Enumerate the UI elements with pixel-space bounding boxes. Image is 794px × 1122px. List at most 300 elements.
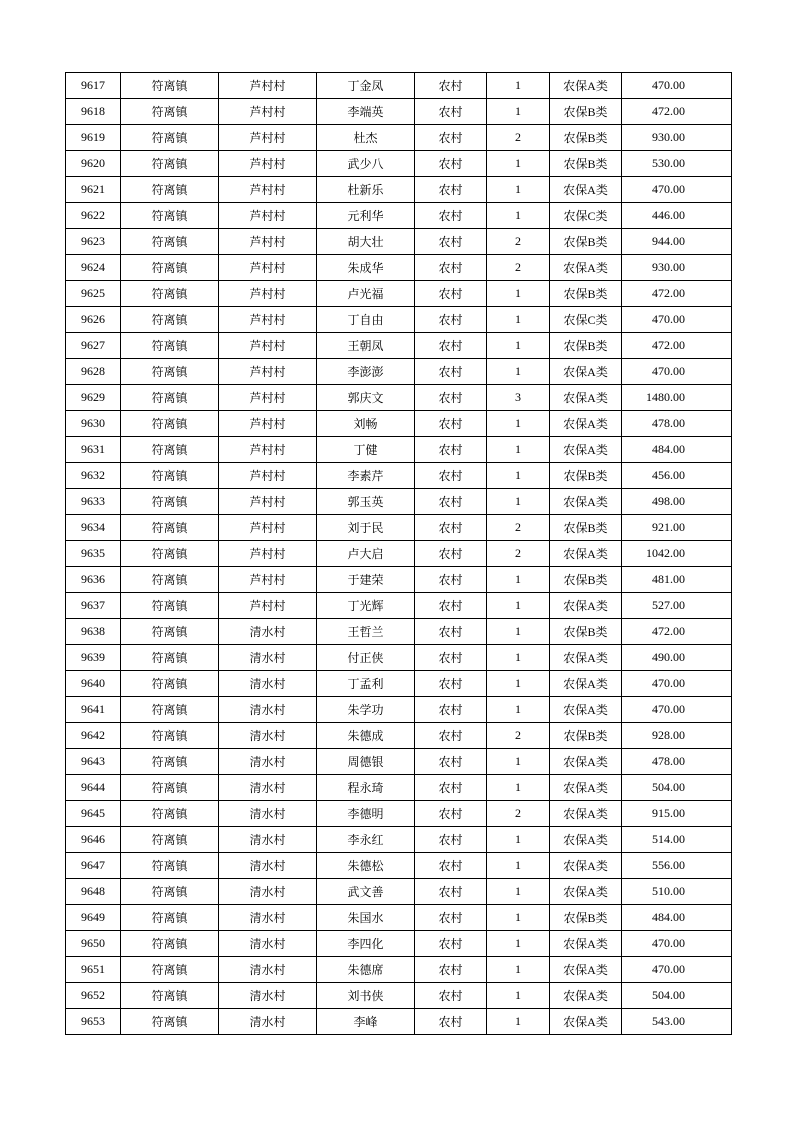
- table-row: [66, 151, 732, 177]
- table-cell: 农保B类: [550, 333, 622, 359]
- table-cell: 1042.00: [622, 541, 732, 567]
- table-cell: 9621: [66, 177, 121, 203]
- table-cell: 朱国水: [317, 905, 415, 931]
- table-cell: 944.00: [622, 229, 732, 255]
- table-cell: 农保C类: [550, 307, 622, 333]
- table-cell: 朱成华: [317, 255, 415, 281]
- table-cell: 符离镇: [121, 151, 219, 177]
- table-cell: 9650: [66, 931, 121, 957]
- table-cell: 芦村村: [219, 229, 317, 255]
- table-cell: 杜杰: [317, 125, 415, 151]
- table-cell: 农村: [415, 515, 487, 541]
- table-cell: 符离镇: [121, 99, 219, 125]
- table-cell: 1: [487, 1009, 550, 1035]
- table-cell: 9625: [66, 281, 121, 307]
- table-cell: 符离镇: [121, 957, 219, 983]
- table-cell: 1: [487, 905, 550, 931]
- table-cell: 农村: [415, 853, 487, 879]
- table-cell: 清水村: [219, 749, 317, 775]
- table-row: [66, 463, 732, 489]
- table-cell: 农保A类: [550, 931, 622, 957]
- table-cell: 1: [487, 463, 550, 489]
- table-row: [66, 801, 732, 827]
- table-cell: 农保A类: [550, 411, 622, 437]
- table-cell: 符离镇: [121, 333, 219, 359]
- table-cell: 1: [487, 73, 550, 99]
- table-row: [66, 99, 732, 125]
- table-cell: 3: [487, 385, 550, 411]
- table-cell: 农村: [415, 307, 487, 333]
- table-cell: 符离镇: [121, 307, 219, 333]
- table-cell: 符离镇: [121, 437, 219, 463]
- table-cell: 农保B类: [550, 905, 622, 931]
- table-cell: 478.00: [622, 749, 732, 775]
- table-cell: 农保A类: [550, 255, 622, 281]
- table-cell: 李澎澎: [317, 359, 415, 385]
- table-cell: 农村: [415, 671, 487, 697]
- table-cell: 农村: [415, 437, 487, 463]
- table-cell: 1: [487, 281, 550, 307]
- table-cell: 周德银: [317, 749, 415, 775]
- table-cell: 符离镇: [121, 931, 219, 957]
- table-cell: 930.00: [622, 255, 732, 281]
- table-cell: 9639: [66, 645, 121, 671]
- table-cell: 农保A类: [550, 177, 622, 203]
- table-cell: 9623: [66, 229, 121, 255]
- table-cell: 9629: [66, 385, 121, 411]
- table-cell: 9651: [66, 957, 121, 983]
- table-cell: 农村: [415, 905, 487, 931]
- table-cell: 符离镇: [121, 203, 219, 229]
- table-cell: 刘畅: [317, 411, 415, 437]
- table-row: [66, 489, 732, 515]
- table-row: [66, 229, 732, 255]
- table-row: [66, 541, 732, 567]
- table-cell: 9618: [66, 99, 121, 125]
- table-cell: 清水村: [219, 645, 317, 671]
- table-cell: 9637: [66, 593, 121, 619]
- table-cell: 刘书侠: [317, 983, 415, 1009]
- table-cell: 1: [487, 983, 550, 1009]
- table-cell: 符离镇: [121, 229, 219, 255]
- table-cell: 农保A类: [550, 437, 622, 463]
- table-cell: 农村: [415, 203, 487, 229]
- table-cell: 朱德成: [317, 723, 415, 749]
- table-cell: 符离镇: [121, 723, 219, 749]
- table-row: [66, 437, 732, 463]
- table-cell: 504.00: [622, 775, 732, 801]
- table-cell: 1: [487, 99, 550, 125]
- table-cell: 9640: [66, 671, 121, 697]
- table-cell: 农保B类: [550, 281, 622, 307]
- table-row: [66, 931, 732, 957]
- table-row: [66, 957, 732, 983]
- table-cell: 丁金凤: [317, 73, 415, 99]
- table-cell: 杜新乐: [317, 177, 415, 203]
- table-row: [66, 905, 732, 931]
- table-cell: 农保A类: [550, 697, 622, 723]
- table-row: [66, 307, 732, 333]
- table-cell: 478.00: [622, 411, 732, 437]
- table-cell: 芦村村: [219, 489, 317, 515]
- table-cell: 农村: [415, 255, 487, 281]
- table-cell: 1: [487, 697, 550, 723]
- table-cell: 472.00: [622, 281, 732, 307]
- table-cell: 元利华: [317, 203, 415, 229]
- table-cell: 农村: [415, 775, 487, 801]
- table-cell: 农保B类: [550, 125, 622, 151]
- table-cell: 符离镇: [121, 73, 219, 99]
- table-cell: 农村: [415, 73, 487, 99]
- table-cell: 9645: [66, 801, 121, 827]
- table-row: [66, 619, 732, 645]
- table-cell: 470.00: [622, 177, 732, 203]
- table-cell: 9643: [66, 749, 121, 775]
- table-cell: 清水村: [219, 1009, 317, 1035]
- table-cell: 446.00: [622, 203, 732, 229]
- table-cell: 农村: [415, 801, 487, 827]
- table-cell: 李四化: [317, 931, 415, 957]
- table-cell: 符离镇: [121, 489, 219, 515]
- table-cell: 9631: [66, 437, 121, 463]
- table-cell: 农保A类: [550, 1009, 622, 1035]
- table-cell: 2: [487, 125, 550, 151]
- table-cell: 王朝凤: [317, 333, 415, 359]
- table-cell: 芦村村: [219, 203, 317, 229]
- table-cell: 芦村村: [219, 125, 317, 151]
- table-cell: 丁健: [317, 437, 415, 463]
- table-cell: 农保A类: [550, 73, 622, 99]
- table-cell: 王哲兰: [317, 619, 415, 645]
- table-cell: 符离镇: [121, 983, 219, 1009]
- table-cell: 清水村: [219, 879, 317, 905]
- table-cell: 470.00: [622, 957, 732, 983]
- table-cell: 农保A类: [550, 749, 622, 775]
- table-cell: 470.00: [622, 307, 732, 333]
- table-cell: 1: [487, 437, 550, 463]
- table-cell: 农保A类: [550, 827, 622, 853]
- table-cell: 卢大启: [317, 541, 415, 567]
- table-cell: 1: [487, 749, 550, 775]
- table-cell: 符离镇: [121, 255, 219, 281]
- table-cell: 于建荣: [317, 567, 415, 593]
- table-cell: 484.00: [622, 437, 732, 463]
- table-cell: 李德明: [317, 801, 415, 827]
- table-cell: 农村: [415, 983, 487, 1009]
- table-cell: 芦村村: [219, 99, 317, 125]
- table-cell: 芦村村: [219, 281, 317, 307]
- table-cell: 芦村村: [219, 567, 317, 593]
- table-cell: 9653: [66, 1009, 121, 1035]
- table-row: [66, 281, 732, 307]
- table-cell: 芦村村: [219, 593, 317, 619]
- table-cell: 9647: [66, 853, 121, 879]
- table-cell: 9641: [66, 697, 121, 723]
- table-row: [66, 333, 732, 359]
- table-cell: 程永琦: [317, 775, 415, 801]
- table-cell: 9646: [66, 827, 121, 853]
- table-row: [66, 775, 732, 801]
- table-row: [66, 359, 732, 385]
- table-cell: 符离镇: [121, 359, 219, 385]
- table-cell: 9622: [66, 203, 121, 229]
- table-cell: 490.00: [622, 645, 732, 671]
- table-cell: 符离镇: [121, 749, 219, 775]
- table-row: [66, 177, 732, 203]
- table-cell: 符离镇: [121, 125, 219, 151]
- table-cell: 符离镇: [121, 879, 219, 905]
- table-cell: 清水村: [219, 697, 317, 723]
- table-row: [66, 73, 732, 99]
- table-cell: 符离镇: [121, 801, 219, 827]
- table-cell: 9649: [66, 905, 121, 931]
- table-cell: 9632: [66, 463, 121, 489]
- table-cell: 芦村村: [219, 385, 317, 411]
- table-cell: 农保A类: [550, 983, 622, 1009]
- table-cell: 丁孟利: [317, 671, 415, 697]
- table-row: [66, 671, 732, 697]
- table-cell: 农保A类: [550, 541, 622, 567]
- table-cell: 符离镇: [121, 281, 219, 307]
- table-cell: 清水村: [219, 983, 317, 1009]
- table-cell: 1: [487, 307, 550, 333]
- table-cell: 470.00: [622, 671, 732, 697]
- table-cell: 2: [487, 229, 550, 255]
- table-cell: 1: [487, 619, 550, 645]
- table-cell: 1: [487, 671, 550, 697]
- table-cell: 1: [487, 333, 550, 359]
- table-cell: 农村: [415, 281, 487, 307]
- table-cell: 农村: [415, 645, 487, 671]
- table-cell: 农村: [415, 99, 487, 125]
- table-cell: 农村: [415, 593, 487, 619]
- table-cell: 470.00: [622, 697, 732, 723]
- table-cell: 9619: [66, 125, 121, 151]
- table-row: [66, 879, 732, 905]
- table-cell: 农村: [415, 931, 487, 957]
- table-cell: 芦村村: [219, 541, 317, 567]
- table-cell: 农保B类: [550, 619, 622, 645]
- table-cell: 符离镇: [121, 1009, 219, 1035]
- table-cell: 9624: [66, 255, 121, 281]
- payment-table: [65, 72, 732, 1035]
- table-cell: 农保B类: [550, 463, 622, 489]
- table-cell: 470.00: [622, 73, 732, 99]
- table-cell: 530.00: [622, 151, 732, 177]
- table-cell: 清水村: [219, 853, 317, 879]
- table-cell: 李端英: [317, 99, 415, 125]
- table-cell: 李永红: [317, 827, 415, 853]
- table-cell: 芦村村: [219, 307, 317, 333]
- table-cell: 1: [487, 775, 550, 801]
- table-cell: 1: [487, 645, 550, 671]
- table-cell: 符离镇: [121, 385, 219, 411]
- table-cell: 农保A类: [550, 879, 622, 905]
- table-cell: 芦村村: [219, 515, 317, 541]
- table-cell: 2: [487, 515, 550, 541]
- table-cell: 符离镇: [121, 593, 219, 619]
- table-cell: 符离镇: [121, 463, 219, 489]
- table-cell: 农保A类: [550, 801, 622, 827]
- table-cell: 农村: [415, 177, 487, 203]
- table-cell: 农村: [415, 827, 487, 853]
- table-cell: 清水村: [219, 619, 317, 645]
- table-cell: 9644: [66, 775, 121, 801]
- table-cell: 930.00: [622, 125, 732, 151]
- table-cell: 刘于民: [317, 515, 415, 541]
- table-cell: 朱学功: [317, 697, 415, 723]
- table-cell: 农保B类: [550, 99, 622, 125]
- table-cell: 农保A类: [550, 853, 622, 879]
- table-cell: 丁自由: [317, 307, 415, 333]
- table-cell: 农保C类: [550, 203, 622, 229]
- table-cell: 1: [487, 151, 550, 177]
- table-cell: 510.00: [622, 879, 732, 905]
- table-cell: 9638: [66, 619, 121, 645]
- table-cell: 芦村村: [219, 151, 317, 177]
- table-cell: 农保A类: [550, 385, 622, 411]
- table-cell: 农村: [415, 1009, 487, 1035]
- table-cell: 农保B类: [550, 723, 622, 749]
- table-row: [66, 203, 732, 229]
- table-row: [66, 515, 732, 541]
- table-cell: 朱德松: [317, 853, 415, 879]
- table-cell: 9642: [66, 723, 121, 749]
- table-cell: 472.00: [622, 99, 732, 125]
- table-cell: 481.00: [622, 567, 732, 593]
- table-cell: 芦村村: [219, 463, 317, 489]
- table-cell: 农村: [415, 619, 487, 645]
- table-cell: 农村: [415, 463, 487, 489]
- table-cell: 清水村: [219, 931, 317, 957]
- table-cell: 武少八: [317, 151, 415, 177]
- table-cell: 9635: [66, 541, 121, 567]
- table-cell: 农村: [415, 541, 487, 567]
- table-cell: 1: [487, 411, 550, 437]
- table-cell: 农村: [415, 489, 487, 515]
- table-cell: 农保B类: [550, 567, 622, 593]
- table-row: [66, 255, 732, 281]
- table-cell: 9652: [66, 983, 121, 1009]
- table-cell: 清水村: [219, 957, 317, 983]
- table-cell: 472.00: [622, 333, 732, 359]
- table-cell: 农保A类: [550, 645, 622, 671]
- table-cell: 农村: [415, 567, 487, 593]
- table-cell: 丁光辉: [317, 593, 415, 619]
- table-row: [66, 593, 732, 619]
- table-cell: 9630: [66, 411, 121, 437]
- table-cell: 芦村村: [219, 333, 317, 359]
- table-cell: 农保B类: [550, 515, 622, 541]
- table-cell: 9634: [66, 515, 121, 541]
- table-cell: 915.00: [622, 801, 732, 827]
- table-row: [66, 567, 732, 593]
- table-cell: 朱德席: [317, 957, 415, 983]
- table-cell: 农村: [415, 229, 487, 255]
- table-cell: 清水村: [219, 775, 317, 801]
- table-cell: 1480.00: [622, 385, 732, 411]
- table-cell: 符离镇: [121, 671, 219, 697]
- table-cell: 农保A类: [550, 593, 622, 619]
- table-cell: 1: [487, 177, 550, 203]
- table-cell: 9627: [66, 333, 121, 359]
- table-cell: 456.00: [622, 463, 732, 489]
- table-cell: 符离镇: [121, 827, 219, 853]
- table-cell: 符离镇: [121, 541, 219, 567]
- table-cell: 1: [487, 931, 550, 957]
- table-cell: 清水村: [219, 905, 317, 931]
- table-cell: 符离镇: [121, 177, 219, 203]
- table-cell: 1: [487, 853, 550, 879]
- table-cell: 928.00: [622, 723, 732, 749]
- table-cell: 胡大壮: [317, 229, 415, 255]
- table-cell: 芦村村: [219, 437, 317, 463]
- table-cell: 卢光福: [317, 281, 415, 307]
- table-cell: 清水村: [219, 671, 317, 697]
- table-row: [66, 827, 732, 853]
- table-cell: 符离镇: [121, 905, 219, 931]
- table-cell: 农保A类: [550, 957, 622, 983]
- table-row: [66, 125, 732, 151]
- table-cell: 农村: [415, 723, 487, 749]
- table-cell: 符离镇: [121, 567, 219, 593]
- table-cell: 1: [487, 359, 550, 385]
- table-cell: 2: [487, 541, 550, 567]
- table-cell: 农保B类: [550, 229, 622, 255]
- table-cell: 470.00: [622, 931, 732, 957]
- table-cell: 514.00: [622, 827, 732, 853]
- table-cell: 9648: [66, 879, 121, 905]
- table-row: [66, 983, 732, 1009]
- table-cell: 符离镇: [121, 775, 219, 801]
- table-cell: 芦村村: [219, 359, 317, 385]
- table-cell: 1: [487, 489, 550, 515]
- table-cell: 李素芹: [317, 463, 415, 489]
- table-cell: 556.00: [622, 853, 732, 879]
- table-cell: 1: [487, 593, 550, 619]
- table-cell: 清水村: [219, 723, 317, 749]
- table-cell: 9626: [66, 307, 121, 333]
- table-cell: 9620: [66, 151, 121, 177]
- table-cell: 农村: [415, 749, 487, 775]
- table-cell: 符离镇: [121, 619, 219, 645]
- table-cell: 498.00: [622, 489, 732, 515]
- table-cell: 李峰: [317, 1009, 415, 1035]
- table-cell: 农村: [415, 411, 487, 437]
- table-cell: 郭庆文: [317, 385, 415, 411]
- table-cell: 1: [487, 567, 550, 593]
- table-cell: 9636: [66, 567, 121, 593]
- table-cell: 农村: [415, 879, 487, 905]
- table-cell: 郭玉英: [317, 489, 415, 515]
- table-cell: 484.00: [622, 905, 732, 931]
- table-row: [66, 749, 732, 775]
- table-cell: 芦村村: [219, 177, 317, 203]
- table-cell: 农村: [415, 125, 487, 151]
- table-cell: 符离镇: [121, 853, 219, 879]
- table-cell: 1: [487, 957, 550, 983]
- table-cell: 农保A类: [550, 775, 622, 801]
- table-row: [66, 723, 732, 749]
- table-cell: 543.00: [622, 1009, 732, 1035]
- table-cell: 芦村村: [219, 411, 317, 437]
- table-cell: 1: [487, 203, 550, 229]
- table-cell: 武文善: [317, 879, 415, 905]
- table-cell: 农村: [415, 333, 487, 359]
- table-cell: 符离镇: [121, 697, 219, 723]
- table-cell: 农村: [415, 385, 487, 411]
- table-cell: 1: [487, 879, 550, 905]
